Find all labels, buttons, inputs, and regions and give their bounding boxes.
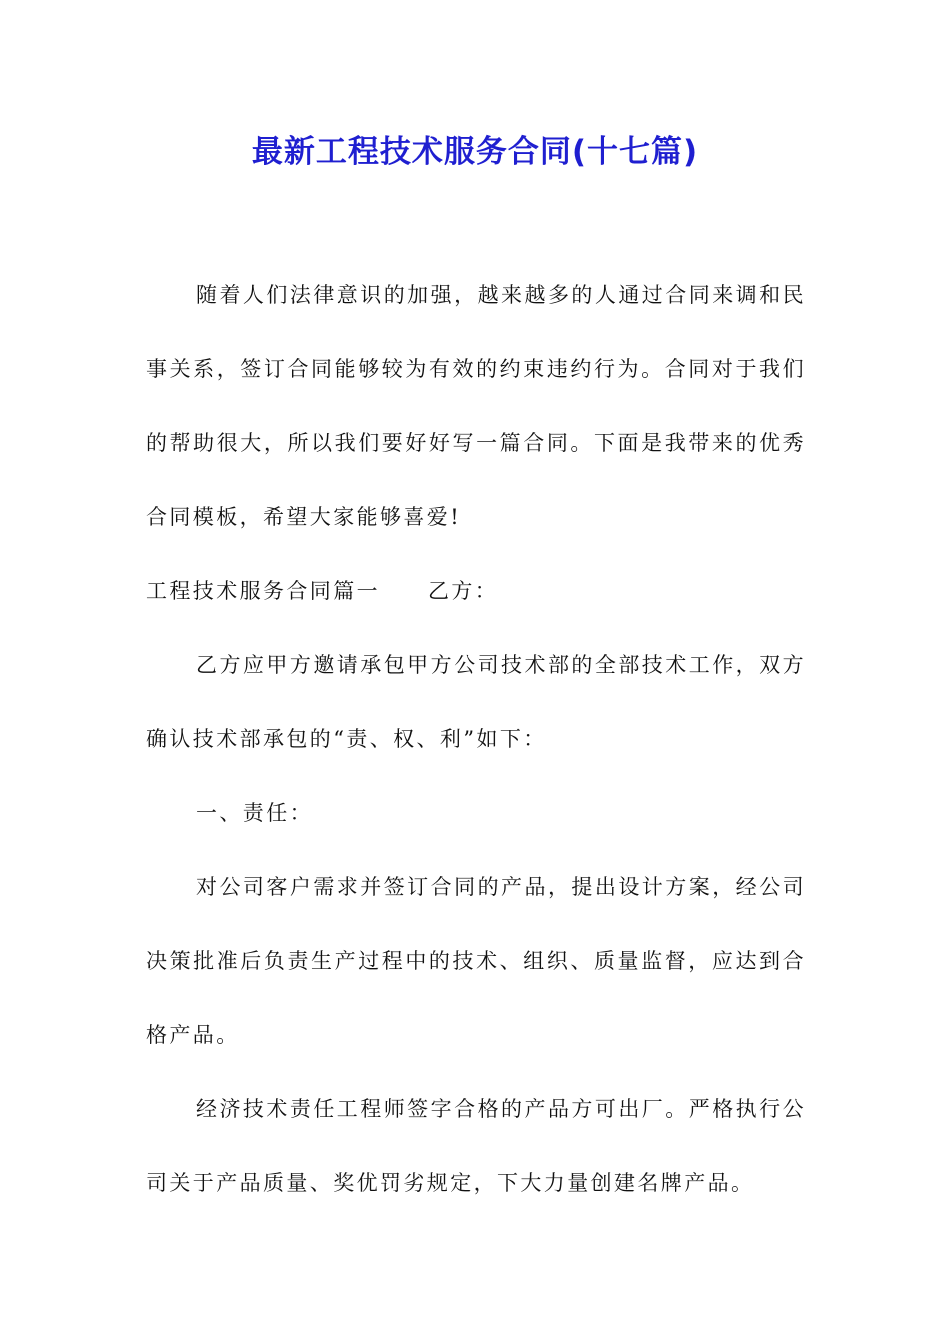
section-one-title: 一、责任： bbox=[196, 801, 313, 825]
party-b-label: 乙方： bbox=[428, 579, 499, 603]
clause-intro-paragraph: 乙方应甲方邀请承包甲方公司技术部的全部技术工作，双方确认技术部承包的“责、权、利”如下： bbox=[146, 653, 806, 751]
document-title: 最新工程技术服务合同(十七篇) bbox=[251, 134, 699, 170]
intro-paragraph: 随着人们法律意识的加强，越来越多的人通过合同来调和民事关系，签订合同能够较为有效的约束违约行为。合同对于我们的帮助很大，所以我们要好好写一篇合同。下面是我带来的优秀合同模板，希望大家能够喜爱! bbox=[146, 283, 806, 529]
document-body bbox=[146, 258, 806, 1220]
section-heading-line bbox=[146, 554, 806, 628]
clause-1-paragraph: 对公司客户需求并签订合同的产品，提出设计方案，经公司决策批准后负责生产过程中的技术、组织、质量监督，应达到合格产品。 bbox=[146, 875, 806, 1047]
clause-2-paragraph: 经济技术责任工程师签字合格的产品方可出厂。严格执行公司关于产品质量、奖优罚劣规定，下大力量创建名牌产品。 bbox=[146, 1097, 806, 1195]
section-heading: 工程技术服务合同篇一 bbox=[146, 579, 380, 603]
